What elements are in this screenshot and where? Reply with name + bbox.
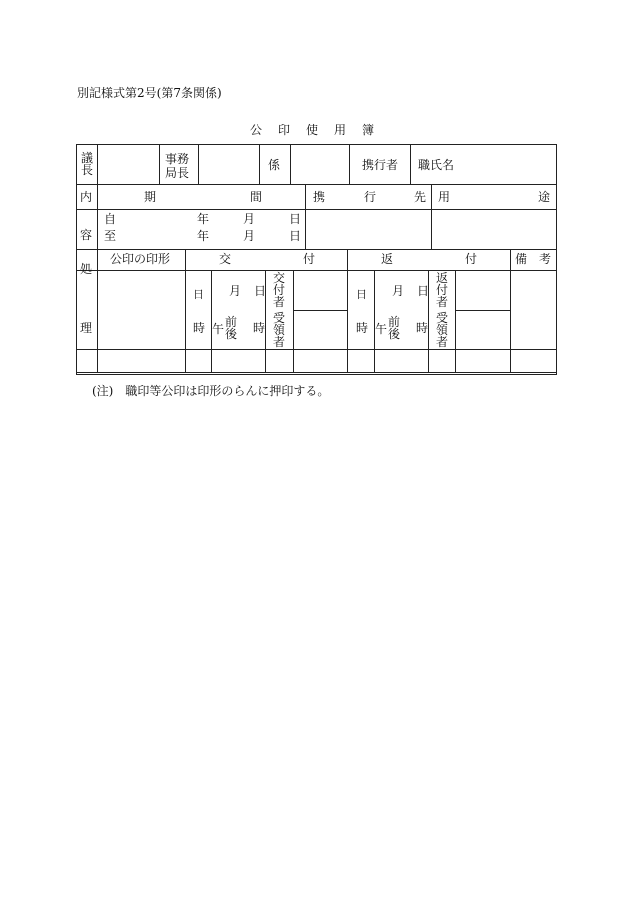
page-title: 公 印 使 用 簿: [250, 123, 377, 137]
to-label: 至: [104, 229, 117, 243]
remarks-label-2: 考: [539, 252, 552, 266]
issue-am-pm: 前 後: [224, 315, 237, 341]
to-day: 日: [289, 229, 302, 243]
return-day-label: 日: [356, 288, 367, 301]
from-day: 日: [289, 212, 302, 226]
issue-receiver-label: 受 領 者: [272, 311, 285, 349]
processing-label-top: 処: [80, 262, 93, 276]
issue-date-day-label: 日: [254, 284, 267, 298]
content-label-top: 内: [80, 190, 93, 204]
issue-hour-label: 時: [193, 321, 206, 335]
return-time-hour-label: 時: [416, 321, 429, 335]
issue-label-2: 付: [303, 252, 316, 266]
issue-day-label: 日: [193, 288, 204, 301]
issue-month-label: 月: [229, 284, 242, 298]
remarks-label-1: 備: [515, 252, 528, 266]
footnote: (注) 職印等公印は印形のらんに押印する。: [92, 384, 330, 398]
chair-label: 議 長: [80, 151, 93, 177]
purpose-label-2: 途: [538, 190, 551, 204]
period-label-2: 間: [250, 190, 263, 204]
return-hour-label: 時: [356, 321, 369, 335]
return-label-2: 付: [465, 252, 478, 266]
return-month-label: 月: [392, 284, 405, 298]
content-label-bottom: 容: [80, 228, 93, 242]
destination-label-3: 先: [414, 190, 427, 204]
issue-gozen-prefix: 午: [212, 322, 225, 336]
carrier-label: 携行者: [362, 158, 399, 172]
destination-label-2: 行: [364, 190, 377, 204]
form-reference: 別記様式第2号(第7条関係): [77, 86, 222, 100]
return-am-pm: 前 後: [387, 315, 400, 341]
destination-label-1: 携: [313, 190, 326, 204]
period-label-1: 期: [144, 190, 157, 204]
issue-time-hour-label: 時: [253, 321, 266, 335]
secretary-general-label: 事務 局長: [165, 152, 190, 180]
to-year: 年: [197, 229, 210, 243]
return-gozen-prefix: 午: [375, 322, 388, 336]
seal-impression-label: 公印の印形: [110, 252, 171, 266]
issue-label-1: 交: [219, 252, 232, 266]
purpose-label-1: 用: [438, 190, 451, 204]
official-name-label: 職氏名: [418, 158, 455, 172]
return-receiver-label: 受 領 者: [435, 311, 448, 349]
clerk-label: 係: [268, 158, 281, 172]
from-month: 月: [243, 212, 256, 226]
return-date-day-label: 日: [417, 284, 430, 298]
return-label-1: 返: [381, 252, 394, 266]
processing-label-bottom: 理: [80, 321, 93, 335]
issuer-label: 交 付 者: [272, 271, 285, 309]
from-year: 年: [197, 212, 210, 226]
from-label: 自: [104, 212, 117, 226]
returner-label: 返 付 者: [435, 271, 448, 309]
to-month: 月: [243, 229, 256, 243]
